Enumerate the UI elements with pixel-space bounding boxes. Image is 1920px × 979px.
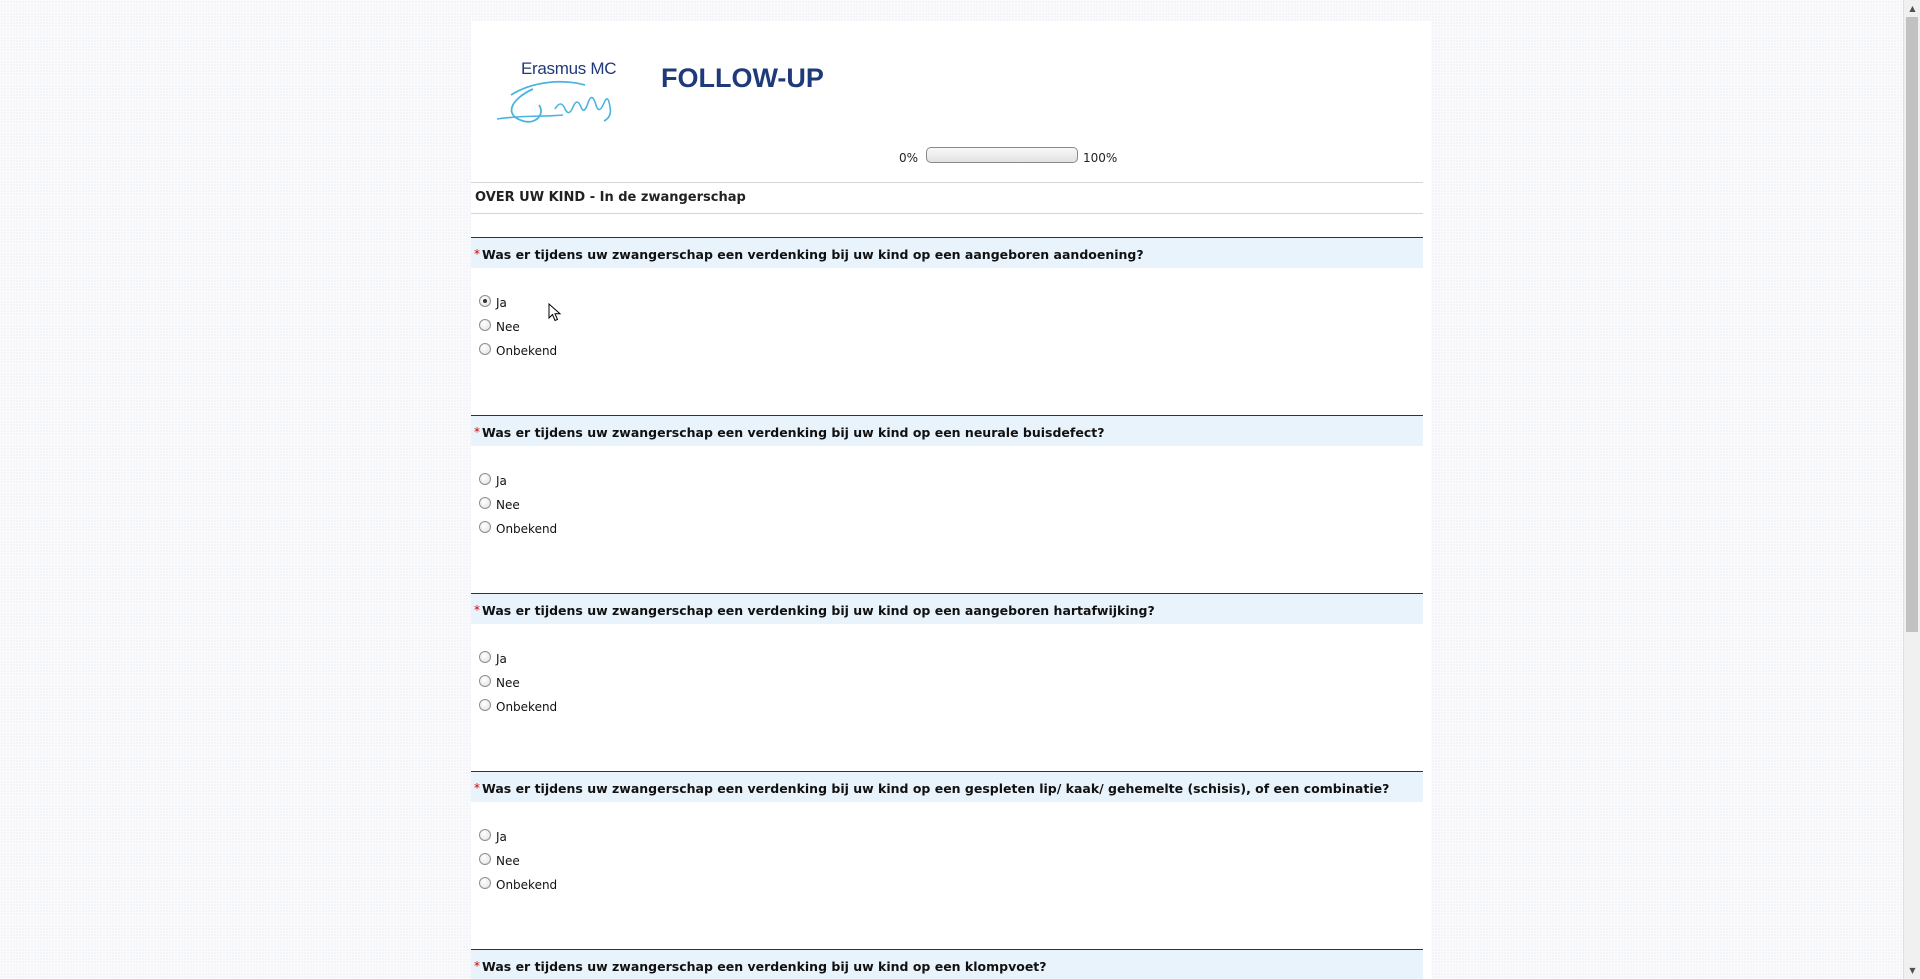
question-header bbox=[471, 949, 1423, 979]
radio-button[interactable] bbox=[479, 699, 491, 711]
required-marker: * bbox=[474, 959, 480, 973]
survey-title: FOLLOW-UP bbox=[661, 63, 824, 93]
radio-button[interactable] bbox=[479, 343, 491, 355]
radio-button[interactable] bbox=[479, 497, 491, 509]
option-label[interactable]: Ja bbox=[496, 830, 507, 844]
progress-end-label: 100% bbox=[1083, 151, 1118, 165]
radio-button[interactable] bbox=[479, 521, 491, 533]
option-label[interactable]: Onbekend bbox=[496, 878, 558, 892]
radio-button[interactable] bbox=[479, 319, 491, 331]
question-header bbox=[471, 771, 1423, 802]
survey-page bbox=[471, 21, 1431, 979]
progress-indicator bbox=[471, 147, 1431, 167]
option-label[interactable]: Onbekend bbox=[496, 522, 558, 536]
required-marker: * bbox=[474, 603, 480, 617]
scroll-up-arrow-icon[interactable]: ▲ bbox=[1909, 4, 1916, 13]
scroll-down-arrow-icon[interactable]: ▼ bbox=[1909, 966, 1916, 975]
progress-start-label: 0% bbox=[899, 151, 919, 165]
progress-bar bbox=[926, 147, 1078, 163]
question-text: Was er tijdens uw zwangerschap een verdenking bij uw kind op een neurale buisdefect? bbox=[482, 425, 1105, 440]
option-label[interactable]: Onbekend bbox=[496, 700, 558, 714]
question-text: Was er tijdens uw zwangerschap een verdenking bij uw kind op een klompvoet? bbox=[482, 959, 1047, 974]
radio-button[interactable] bbox=[479, 853, 491, 865]
radio-button[interactable] bbox=[479, 877, 491, 889]
required-marker: * bbox=[474, 247, 480, 261]
mouse-pointer-icon bbox=[548, 303, 562, 323]
section-title: OVER UW KIND - In de zwangerschap bbox=[475, 190, 746, 205]
question-block bbox=[471, 771, 1423, 949]
option-label[interactable]: Onbekend bbox=[496, 344, 558, 358]
survey-header bbox=[471, 21, 1431, 131]
logo-text: Erasmus MC bbox=[521, 59, 617, 78]
required-marker: * bbox=[474, 425, 480, 439]
option-label[interactable]: Nee bbox=[496, 498, 520, 512]
radio-button[interactable] bbox=[479, 651, 491, 663]
vertical-scrollbar[interactable] bbox=[1903, 0, 1920, 979]
radio-button[interactable] bbox=[479, 675, 491, 687]
question-text: Was er tijdens uw zwangerschap een verdenking bij uw kind op een aangeboren aandoening? bbox=[482, 247, 1144, 262]
option-label[interactable]: Nee bbox=[496, 854, 520, 868]
scrollbar-thumb[interactable] bbox=[1906, 17, 1918, 632]
question-block bbox=[471, 593, 1423, 771]
question-block bbox=[471, 949, 1423, 979]
question-header bbox=[471, 415, 1423, 446]
option-label[interactable]: Ja bbox=[496, 652, 507, 666]
question-block bbox=[471, 237, 1423, 415]
question-text: Was er tijdens uw zwangerschap een verdenking bij uw kind op een aangeboren hartafwijking? bbox=[482, 603, 1155, 618]
signature-icon bbox=[493, 75, 643, 127]
required-marker: * bbox=[474, 781, 480, 795]
option-label[interactable]: Ja bbox=[496, 474, 507, 488]
option-label[interactable]: Nee bbox=[496, 676, 520, 690]
radio-button[interactable] bbox=[479, 829, 491, 841]
section-header bbox=[471, 182, 1423, 214]
question-block bbox=[471, 415, 1423, 593]
erasmus-mc-logo bbox=[493, 59, 643, 127]
radio-button[interactable] bbox=[479, 473, 491, 485]
question-header bbox=[471, 593, 1423, 624]
question-header bbox=[471, 237, 1423, 268]
radio-button[interactable] bbox=[479, 295, 491, 307]
option-label[interactable]: Nee bbox=[496, 320, 520, 334]
option-label[interactable]: Ja bbox=[496, 296, 507, 310]
question-text: Was er tijdens uw zwangerschap een verdenking bij uw kind op een gespleten lip/ kaak/ gehemelte (schisis), of een combinatie? bbox=[482, 781, 1390, 796]
